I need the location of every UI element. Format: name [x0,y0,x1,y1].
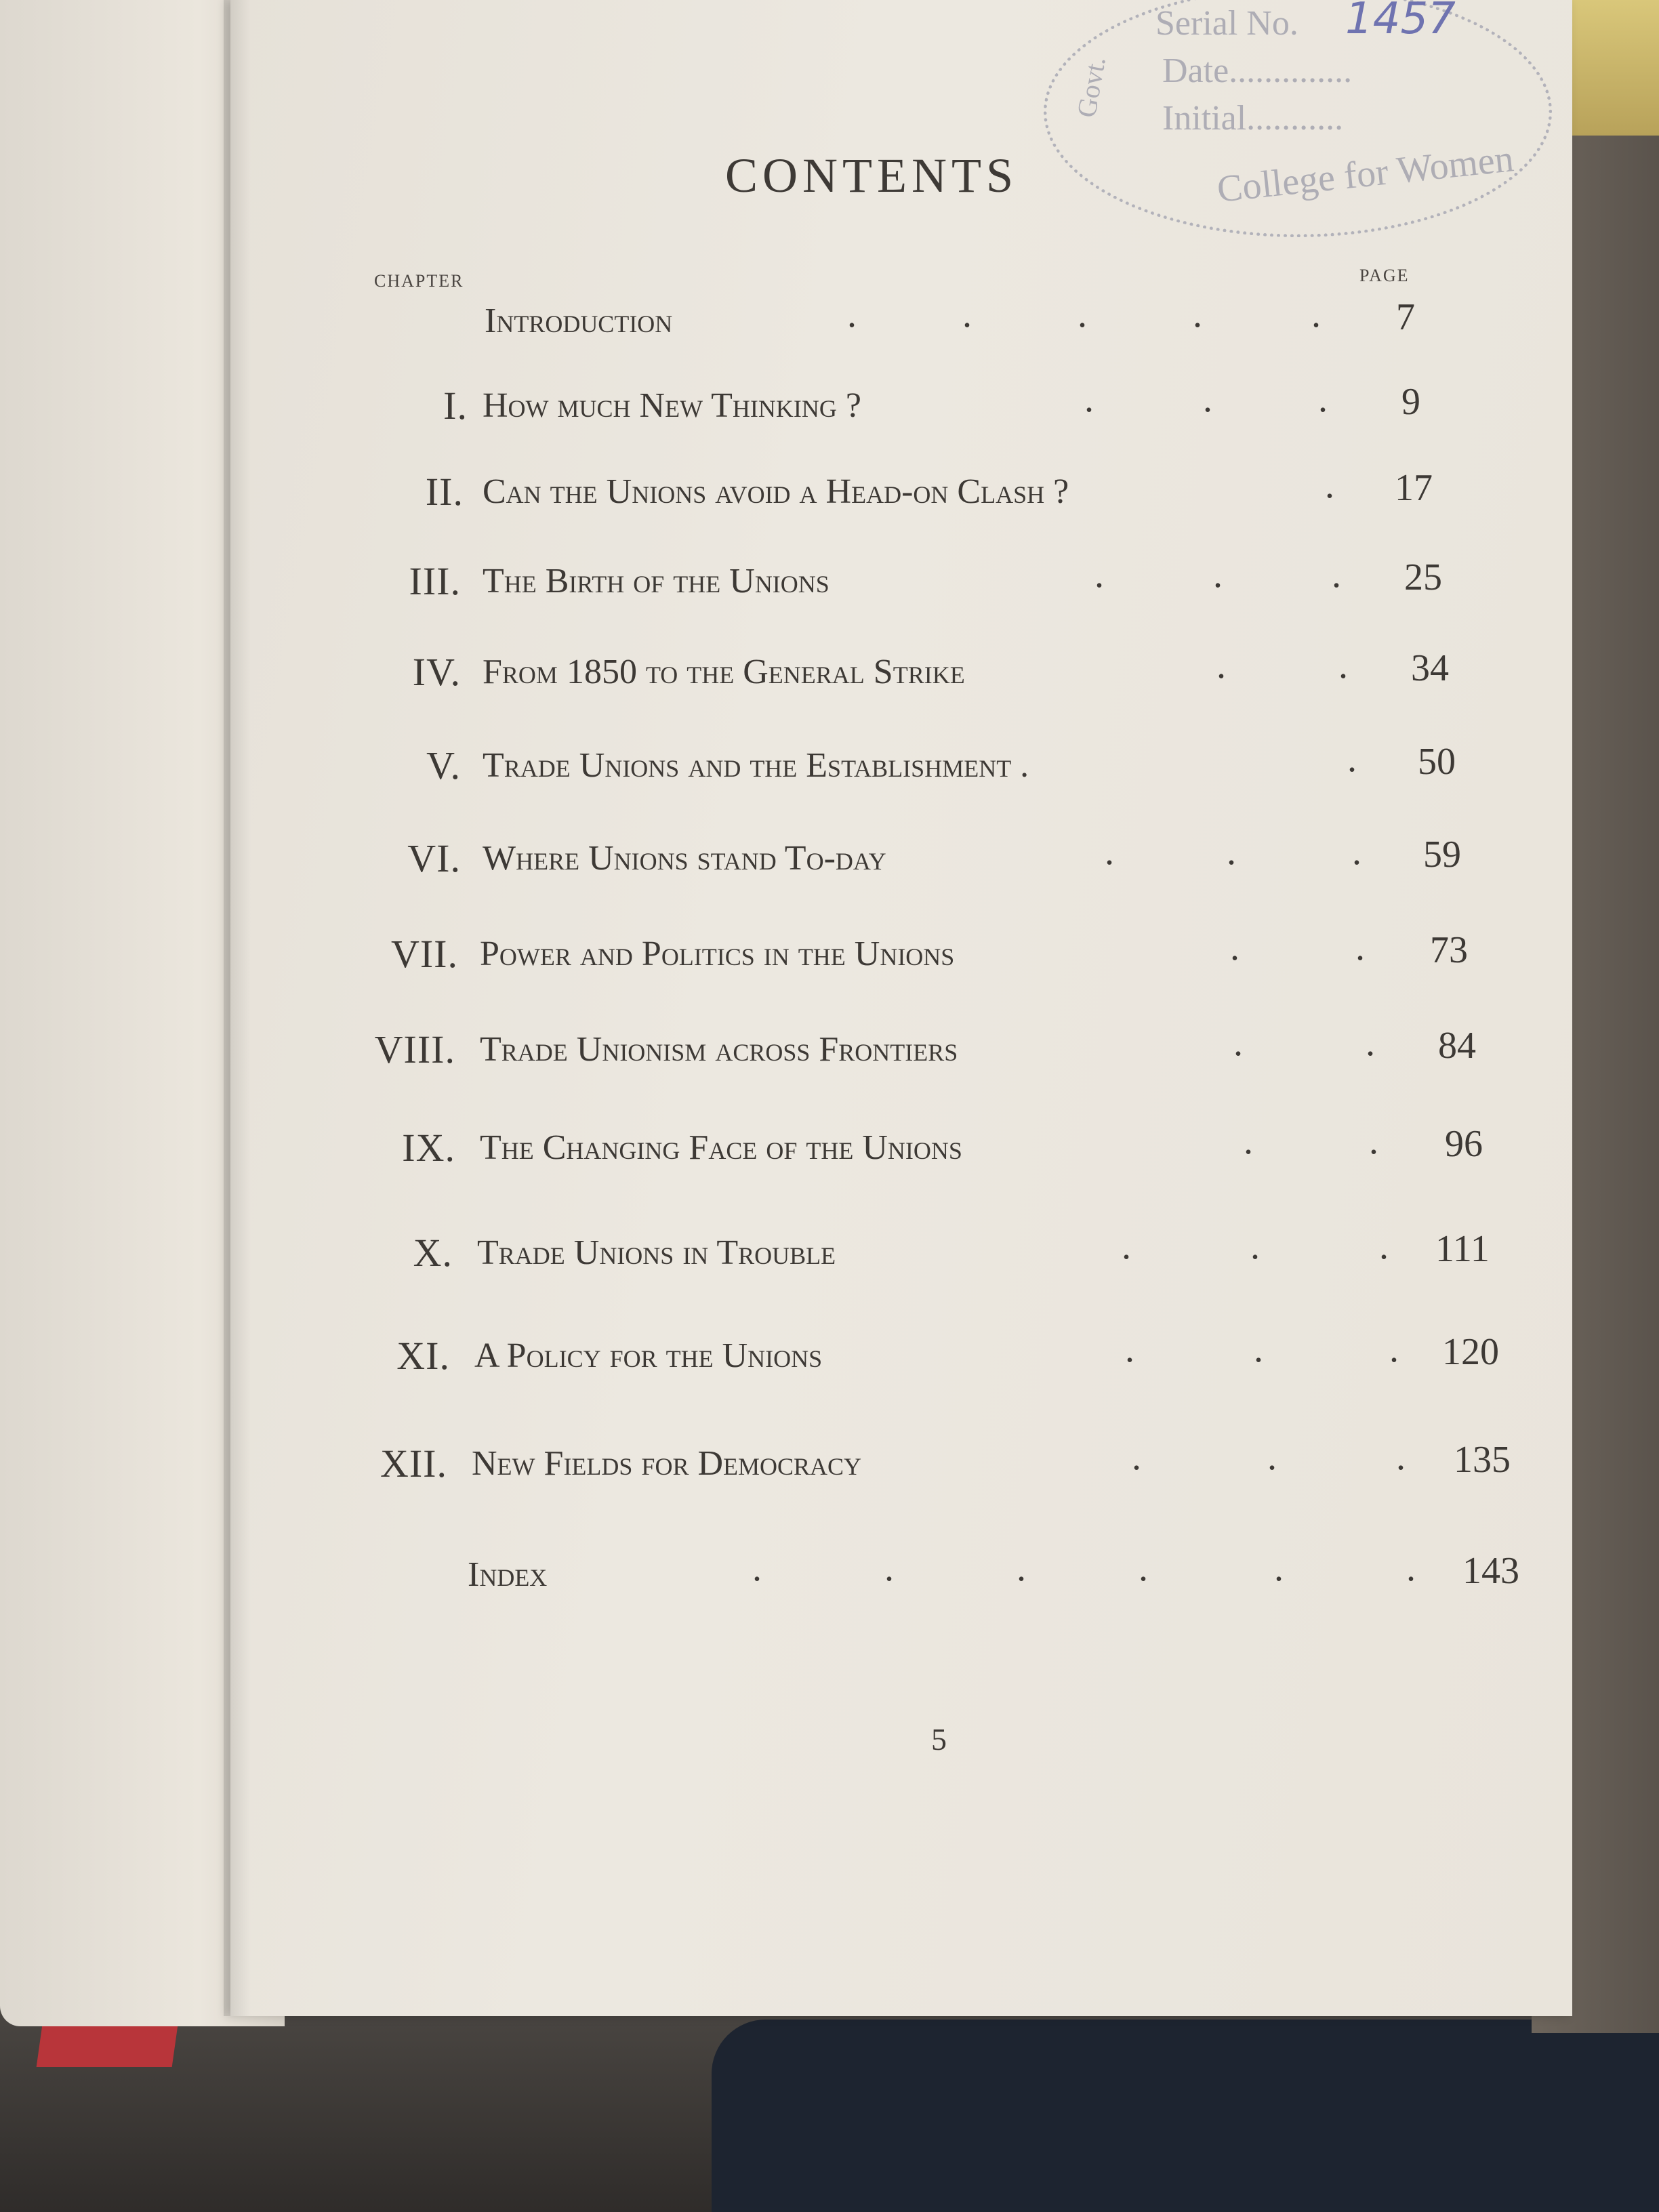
page-ref: 111 [1435,1228,1490,1270]
leader-dot: . [1139,1547,1148,1589]
leader-dot: . [1203,378,1212,420]
chapter-title: Index [468,1555,548,1594]
toc-entry [0,1022,1659,1074]
chapter-column-header: CHAPTER [374,271,464,291]
toc-entry [0,293,1659,346]
leader-dot: . [1267,1436,1277,1478]
page-ref: 135 [1454,1439,1511,1481]
leader-dot: . [884,1547,894,1589]
leader-dot: . [1338,644,1348,687]
chapter-number: XII. [380,1441,447,1486]
chapter-title: Introduction [485,302,673,340]
leader-dot: . [1132,1436,1141,1478]
leader-dot: . [1227,831,1236,873]
leader-dot: . [1084,378,1094,420]
leader-dot: . [962,293,972,335]
page-ref: 143 [1462,1550,1519,1592]
chapter-number: VIII. [374,1027,455,1071]
page-ref: 9 [1401,381,1420,423]
leader-dot: . [1230,926,1240,968]
leader-dot: . [1122,1225,1131,1267]
leader-dot: . [1311,293,1321,335]
page-ref: 50 [1418,741,1456,783]
leader-dot: . [1352,831,1361,873]
chapter-number: VI. [407,836,461,880]
leader-dot: . [752,1547,762,1589]
leader-dot: . [1244,1120,1253,1162]
page-ref: 84 [1438,1025,1476,1067]
toc-entry [0,464,1659,516]
chapter-number: X. [413,1231,453,1275]
background-cloth [712,2020,1659,2212]
leader-dot: . [1094,554,1104,596]
chapter-number: III. [409,559,461,603]
chapter-title: Can the Unions avoid a Head-on Clash ? [483,472,1069,511]
leader-dot: . [1347,738,1357,780]
leader-dot: . [1216,644,1226,687]
page-ref: 96 [1445,1123,1483,1165]
toc-entry [0,378,1659,430]
toc-entry [0,1120,1659,1172]
chapter-number: IV. [412,650,461,694]
toc-entry [0,831,1659,883]
leader-dot: . [1396,1436,1406,1478]
leader-dot: . [1389,1328,1399,1370]
stamp-college-text: College for Women [1214,138,1516,211]
leader-dot: . [1233,1022,1243,1064]
leader-dot: . [1193,293,1202,335]
chapter-title: The Changing Face of the Unions [480,1128,962,1167]
page-ref: 17 [1395,467,1433,509]
chapter-number: V. [426,743,461,787]
page-ref: 120 [1442,1331,1499,1373]
leader-dot: . [1366,1022,1375,1064]
toc-entry [0,926,1659,979]
leader-dot: . [1017,1547,1026,1589]
chapter-title: Trade Unions and the Establishment . [483,746,1029,785]
leader-dot: . [1406,1547,1416,1589]
leader-dot: . [1379,1225,1389,1267]
page-title: CONTENTS [725,148,1018,203]
page-ref: 34 [1411,647,1449,689]
toc-entry [0,1328,1659,1380]
leader-dot: . [1254,1328,1263,1370]
toc-entry [0,738,1659,790]
chapter-number: VII. [390,932,458,976]
leader-dot: . [1274,1547,1284,1589]
chapter-title: The Birth of the Unions [483,562,830,600]
page-number: 5 [931,1722,947,1757]
stamp-initial-label: Initial........... [1162,99,1344,138]
leader-dot: . [1369,1120,1378,1162]
leader-dot: . [1213,554,1223,596]
chapter-title: Trade Unions in Trouble [477,1233,836,1272]
stamp-date-label: Date.............. [1162,52,1353,90]
leader-dot: . [847,293,857,335]
page-ref: 25 [1404,556,1442,598]
chapter-title: New Fields for Democracy [472,1444,862,1483]
chapter-title: Where Unions stand To-day [483,839,886,878]
toc-entry [0,1225,1659,1277]
leader-dot: . [1078,293,1087,335]
page-column-header: PAGE [1359,266,1410,285]
page-ref: 73 [1430,929,1468,971]
chapter-title: From 1850 to the General Strike [483,653,965,691]
chapter-number: II. [425,470,464,514]
toc-entry [0,1436,1659,1488]
stamp-serial-label: Serial No. [1155,4,1298,43]
chapter-number: XI. [396,1334,450,1378]
leader-dot: . [1318,378,1328,420]
leader-dot: . [1325,464,1334,506]
leader-dot: . [1332,554,1341,596]
leader-dot: . [1105,831,1114,873]
chapter-number: I. [443,384,468,428]
toc-entry [0,1547,1659,1599]
chapter-title: How much New Thinking ? [483,386,861,425]
leader-dot: . [1355,926,1365,968]
chapter-title: A Policy for the Unions [474,1336,823,1375]
stamp-side-text: Govt. [1071,54,1111,120]
chapter-title: Power and Politics in the Unions [480,935,955,973]
leader-dot: . [1250,1225,1260,1267]
toc-entry [0,644,1659,697]
chapter-number: IX. [402,1126,455,1170]
stamp-serial-value: 1457 [1345,0,1456,44]
page-ref: 59 [1423,834,1461,876]
page-ref: 7 [1396,296,1415,338]
leader-dot: . [1125,1328,1134,1370]
chapter-title: Trade Unionism across Frontiers [480,1030,958,1069]
toc-entry [0,554,1659,606]
